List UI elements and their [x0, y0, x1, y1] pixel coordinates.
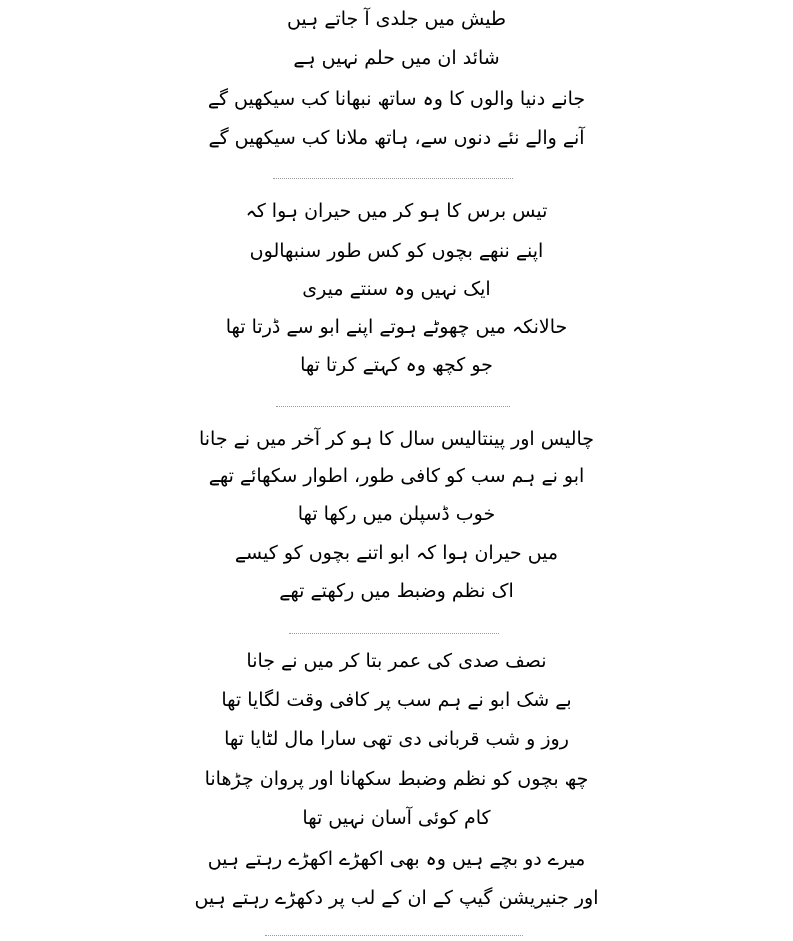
poem-line: جو کچھ وہ کہتے کرتا تھا [300, 354, 493, 376]
poem-line: روز و شب قربانی دی تھی سارا مال لٹایا تھا [224, 728, 569, 750]
stanza-divider [273, 178, 513, 179]
poem-line: بے شک ابو نے ہم سب پر کافی وقت لگایا تھا [221, 689, 572, 711]
poem-line: نصف صدی کی عمر بتا کر میں نے جانا [246, 650, 547, 672]
poem-line: کام کوئی آسان نہیں تھا [302, 807, 491, 829]
poem-line: جانے دنیا والوں کا وہ ساتھ نبھانا کب سیکھیں گے [207, 88, 586, 110]
poem-line: حالانکہ میں چھوٹے ہوتے اپنے ابو سے ڈرتا تھا [225, 316, 568, 338]
poem-line: ابو نے ہم سب کو کافی طور، اطوار سکھائے تھے [208, 465, 585, 487]
stanza-divider [265, 935, 523, 936]
poem-line: شائد ان میں حلم نہیں ہے [293, 47, 500, 69]
poem-line: تیس برس کا ہو کر میں حیران ہوا کہ [245, 200, 548, 222]
poem-line: آنے والے نئے دنوں سے، ہاتھ ملانا کب سیکھیں گے [208, 127, 585, 149]
poem-line: طیش میں جلدی آ جاتے ہیں [286, 8, 507, 30]
poem-line: میں حیران ہوا کہ ابو اتنے بچوں کو کیسے [234, 542, 559, 564]
poem-line: اپنے ننھے بچوں کو کس طور سنبھالوں [249, 240, 544, 262]
poem-line: ایک نہیں وہ سنتے میری [302, 278, 491, 300]
stanza-divider [276, 406, 510, 407]
poem-line: چالیس اور پینتالیس سال کا ہو کر آخر میں نے جانا [198, 428, 595, 450]
poem-line: خوب ڈسپلن میں رکھا تھا [297, 503, 496, 525]
poem-line: اک نظم وضبط میں رکھتے تھے [279, 580, 514, 602]
stanza-divider [289, 633, 499, 634]
poem-line: اور جنیریشن گیپ کے ان کے لب پر دکھڑے رہتے ہیں [194, 887, 599, 909]
poem-line: چھ بچوں کو نظم وضبط سکھانا اور پروان چڑھانا [204, 768, 589, 790]
poem-line: میرے دو بچے ہیں وہ بھی اکھڑے اکھڑے رہتے ہیں [207, 848, 586, 870]
